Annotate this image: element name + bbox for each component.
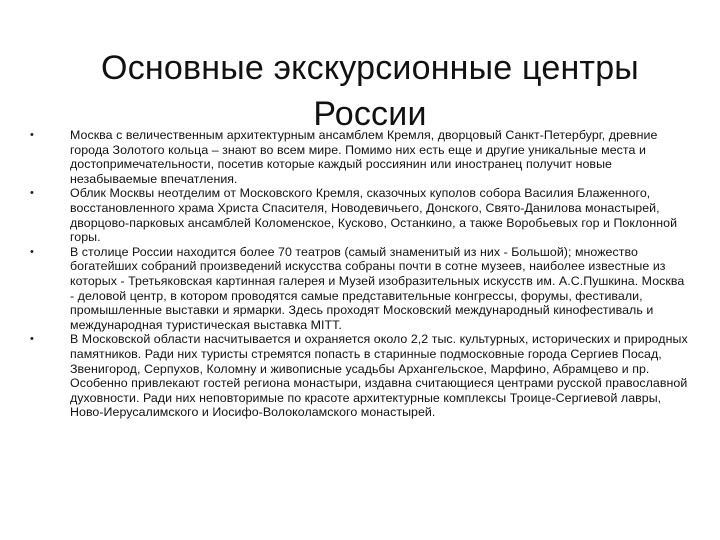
- bullet-marker: •: [30, 187, 34, 200]
- bullet-text: В Московской области насчитывается и охраняется около 2,2 тыс. культурных, исторических и природных памятников. Ради них туристы стремятся попасть в старинные подмосковные города Сергиев Посад, Звенигород, Серпухов, Коломну и живописные усадьбы Архангельское, Марфино, Абрамцево и пр. Особенно привлекают гостей региона монастыри, издавна считающиеся центрами русской православной духовности. Ради них неповторимые по красоте архитектурные комплексы Троице-Сергиевой лавры, Ново-Иерусалимского и Иосифо-Волоколамского монастырей.: [70, 332, 688, 420]
- bullet-marker: •: [30, 333, 34, 346]
- bullet-item: [30, 128, 690, 186]
- bullet-item: [30, 245, 690, 333]
- bullet-item: [30, 186, 690, 244]
- bullet-text: Облик Москвы неотделим от Московского Кремля, сказочных куполов собора Василия Блаженного, восстановленного храма Христа Спасителя, Новодевичьего, Донского, Свято-Данилова монастырей, дворцово-парковых ансамблей Коломенское, Кусково, Останкино, а также Воробьевых гор и Поклонной горы.: [70, 186, 678, 245]
- bullet-item: [30, 332, 690, 420]
- bullet-marker: •: [30, 245, 34, 258]
- bullet-marker: •: [30, 129, 34, 141]
- slide-title: Основные экскурсионные центры России: [101, 48, 639, 133]
- bullet-text: В столице России находится более 70 театров (самый знаменитый из них - Большой); множество богатейших собраний произведений искусства собраны почти в сотне музеев, наиболее известные из которых - Третьяковская картинная галерея и Музей изобразительных искусств им. А.С.Пушкина. Москва - деловой центр, в котором проводятся самые представительные конгрессы, форумы, фестивали, промышленные выставки и ярмарки. Здесь проходят Московский международный кинофестиваль и международная туристическая выставка МІТТ.: [70, 244, 685, 332]
- bullet-text: Москва с величественным архитектурным ансамблем Кремля, дворцовый Санкт-Петербург, древние города Золотого кольца – знают во всем мире. Помимо них есть еще и другие уникальные места и достопримечательности, посетив которые каждый россиянин или иностранец получит новые незабываемые впечатления.: [70, 128, 658, 186]
- bullet-list: [30, 128, 690, 420]
